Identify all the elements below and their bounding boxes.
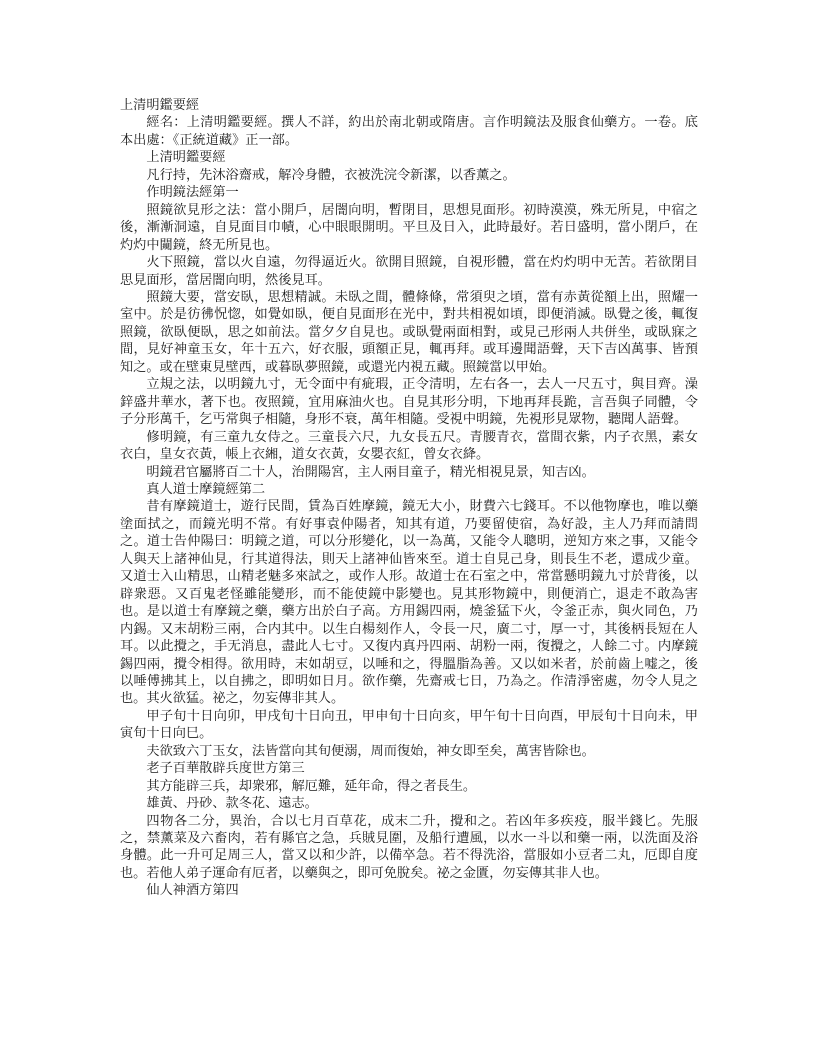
chapter-1-heading: 作明鏡法經第一 [146, 185, 239, 201]
chapter-2-paragraph-1: 昔有摩鏡道士，遊行民間，賃為百姓摩鏡，鏡无大小，財費六七錢耳。不以他物摩也，唯以藥塗面拭之，而鏡光明不常。有好事袁仲陽者，知其有道，乃要留使宿，為好設，主人乃拜而請問之。道士告仲陽曰：明鏡之道，可以分形變化，以一為萬，又能令人聰明，逆知方來之事，又能令人與天上諸神仙見，行其道得法，則天上諸神仙皆來至。道士自見己身，則長生不老，還成少童。又道士入山精思，山精老魅多來試之，或作人形。故道士在石室之中，常當懸明鏡九寸於背後，以辟衆惡。又百鬼老怪雖能變形，而不能使鏡中影變也。見其形物鏡中，則便消亡，退走不敢為害也。是以道士有摩鏡之藥，藥方出於白子高。方用錫四兩，燒釜猛下火，令釜正赤，與火同色，乃内錫。又末胡粉三兩，合内其中。以生白楊刻作人，令長一尺，廣二寸，厚一寸，其後柄長短在人耳。以此攪之，手无消息，盡此人七寸。又復内真丹四兩、胡粉一兩，復攪之，人餘二寸。内摩鏡錫四兩，攪令相得。欲用時，末如胡豆，以唾和之，得膃脂為善。又以如米者，於前齒上嘘之，後以唾傅拂其上，以自拂之，即明如日月。欲作藥，先齋戒七日，乃為之。作清淨密處，勿令人見之也。其火欲猛。祕之，勿妄傳非其人。 [120, 499, 698, 707]
chapter-1-paragraph-2: 火下照鏡，當以火自遠，勿得逼近火。欲開目照鏡，自視形體，當在灼灼明中无苦。若欲閉目思見面形，當居闇向明，然後見耳。 [120, 255, 698, 288]
chapter-1-paragraph-4: 立規之法，以明鏡九寸，无令面中有疵瑕，正令清明，左右各一，去人一尺五寸，與目齊。澡鋅盛井華水，著下也。夜照鏡，宜用麻油火也。自見其形分明，下地再拜長跪，言吾與子同體，令子分形萬千，乞丐常與子相隨，身形不衰，萬年相隨。受視中明鏡，先視形見眾物，聽聞人語聲。 [120, 377, 698, 428]
chapter-3-paragraph-2: 四物各二分，異治，合以七月百草花，成末二升，攪和之。若凶年多疾疫，服半錢匕。先服之，禁薰菜及六畜肉，若有縣官之急，兵賊見圍，及船行遭風，以水一斗以和藥一兩，以洗面及浴身體。此一升可足周三人，當又以和少許，以備卒急。若不得洗浴，當服如小豆者二丸，厄即自度也。若他人弟子運命有厄者，以藥與之，即可免脫矣。祕之金匱，勿妄傳其非人也。 [120, 813, 698, 881]
chapter-1-paragraph-5: 修明鏡，有三童九女侍之。三童長六尺，九女長五尺。青腰青衣，當間衣紫，内子衣黑，素女衣白，皇女衣黃，帳上衣緗，道女衣黃，女嬰衣紅，曾女衣絳。 [120, 429, 698, 463]
chapter-1-paragraph-3: 照鏡大要，當安臥，思想精誠。未臥之間，體條條，常須臾之頃，當有赤黃從額上出，照耀一室中。於是彷彿怳惚，如覺如臥，便自見面形在光中，對共相視如頃，即便消滅。臥覺之後，輒復照鏡，欲臥便臥，思之如前法。當夕夕自見也。或臥覺兩面相對，或見己形兩人共併坐，或臥寐之間，見好神童玉女，年十五六，好衣服，頭額正見，輒再拜。或耳邊聞語聲，天下吉凶萬事、皆預知之。或在壁東見壁西，或暮臥夢照鏡，或還光内視五藏。照鏡當以甲始。 [120, 289, 698, 375]
chapter-3-ingredients: 雄黃、丹砂、款冬花、遠志。 [146, 796, 318, 812]
document-text-column [120, 97, 698, 900]
chapter-2-paragraph-2: 甲子旬十日向卯，甲戌旬十日向丑，甲申旬十日向亥，甲午旬十日向酉，甲辰旬十日向未，甲寅旬十日向巳。 [120, 708, 698, 742]
inner-title: 上清明鑑要經 [146, 150, 226, 166]
sutra-name-note: 經名：上清明鑑要經。撰人不詳，約出於南北朝或隋唐。言作明鏡法及服食仙藥方。一卷。底本出處：《正統道藏》正一部。 [120, 115, 698, 148]
preface-purification: 凡行持，先沐浴齋戒，解冷身體，衣被洗浣令新潔，以香薰之。 [146, 167, 516, 183]
chapter-4-heading: 仙人神酒方第四 [146, 883, 239, 899]
chapter-3-heading: 老子百華散辟兵度世方第三 [146, 761, 305, 777]
document-title: 上清明鑑要經 [120, 98, 200, 113]
chapter-2-heading: 真人道士摩鏡經第二 [146, 481, 266, 497]
chapter-3-paragraph-1: 其方能辟三兵，却衆邪，解厄難，延年命，得之者長生。 [146, 778, 477, 794]
chapter-1-paragraph-6: 明鏡君官屬將百二十人，治開陽宮，主人兩目童子，精光相視見景，知吉凶。 [146, 464, 595, 480]
chapter-2-paragraph-3: 夫欲致六丁玉女，法皆當向其旬便溺，周而復始，神女即至矣，萬害皆除也。 [146, 743, 595, 759]
chapter-1-paragraph-1: 照鏡欲見形之法：當小開戶，居闇向明，暫閉目，思想見面形。初時漠漠，殊无所見，中宿之後，漸漸洞遠，自見面目巾幘，心中眼眼開明。平旦及日入，此時最好。若日盛明，當小閉戶，在灼灼中闚鏡，終无所見也。 [120, 202, 698, 253]
